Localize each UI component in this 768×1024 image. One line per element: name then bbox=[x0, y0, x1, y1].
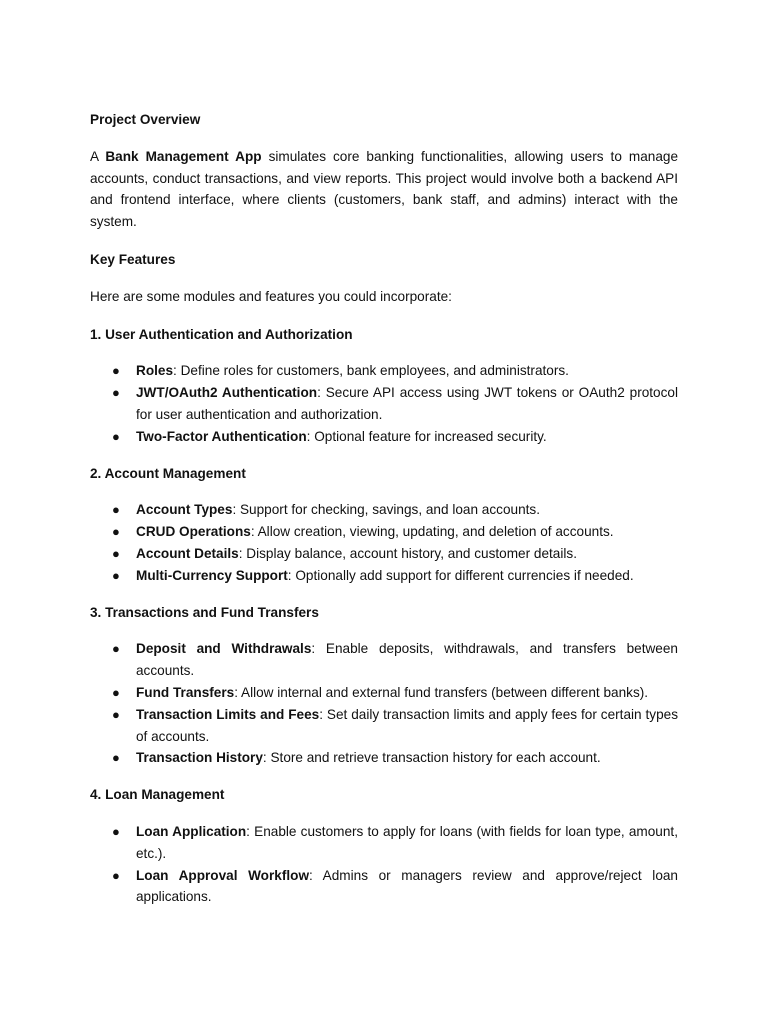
bullet-icon: ● bbox=[112, 524, 120, 540]
auth-feature-list bbox=[90, 360, 678, 447]
feature-term: Fund Transfers bbox=[136, 684, 235, 700]
key-features-heading: Key Features bbox=[90, 251, 176, 267]
intro-prefix: A bbox=[90, 148, 106, 164]
key-features-lead: Here are some modules and features you could incorporate: bbox=[90, 288, 452, 304]
feature-desc: : Enable customers to apply for loans (with fields for loan type, amount, etc.). bbox=[136, 823, 678, 861]
feature-term: Roles bbox=[136, 363, 174, 379]
intro-paragraph bbox=[90, 146, 678, 233]
list-item bbox=[90, 426, 678, 448]
feature-term: CRUD Operations bbox=[136, 524, 251, 540]
bullet-icon: ● bbox=[112, 545, 120, 561]
feature-term: Loan Approval Workflow bbox=[136, 867, 310, 883]
bullet-icon: ● bbox=[112, 641, 120, 657]
feature-desc: : Enable deposits, withdrawals, and transfers between accounts. bbox=[136, 641, 678, 679]
feature-term: Account Details bbox=[136, 545, 239, 561]
list-item bbox=[90, 638, 678, 682]
feature-desc: : Set daily transaction limits and apply fees for certain types of accounts. bbox=[136, 706, 679, 744]
feature-desc: : Optional feature for increased security. bbox=[306, 428, 547, 444]
section-title-loans: 4. Loan Management bbox=[90, 787, 225, 803]
bullet-icon: ● bbox=[112, 684, 120, 700]
bullet-icon: ● bbox=[112, 750, 120, 766]
list-item bbox=[90, 499, 678, 521]
list-item bbox=[90, 704, 678, 748]
project-overview-heading: Project Overview bbox=[90, 112, 201, 127]
bullet-icon: ● bbox=[112, 867, 120, 883]
feature-desc: : Store and retrieve transaction history for each account. bbox=[262, 750, 601, 766]
transactions-feature-list bbox=[90, 638, 678, 769]
list-item bbox=[90, 682, 678, 704]
intro-app-name: Bank Management App bbox=[105, 148, 262, 164]
list-item bbox=[90, 865, 678, 909]
feature-term: Multi-Currency Support bbox=[136, 567, 288, 583]
intro-rest: simulates core banking functionalities, allowing users to manage accounts, conduct transactions, and view reports. This project would involve both a backend API and frontend interface, where clients (customers, bank staff, and admins) interact with the system. bbox=[90, 148, 679, 230]
feature-term: Two-Factor Authentication bbox=[136, 428, 307, 444]
feature-desc: : Display balance, account history, and customer details. bbox=[238, 545, 577, 561]
bullet-icon: ● bbox=[112, 706, 120, 722]
feature-desc: : Optionally add support for different currencies if needed. bbox=[287, 567, 634, 583]
list-item bbox=[90, 565, 678, 587]
bullet-icon: ● bbox=[112, 385, 120, 401]
list-item bbox=[90, 543, 678, 565]
section-title-transactions: 3. Transactions and Fund Transfers bbox=[90, 604, 319, 620]
feature-desc: : Define roles for customers, bank employees, and administrators. bbox=[173, 363, 569, 379]
bullet-icon: ● bbox=[112, 823, 120, 839]
list-item bbox=[90, 521, 678, 543]
feature-term: Transaction History bbox=[136, 750, 263, 766]
feature-term: Loan Application bbox=[136, 823, 247, 839]
feature-term: JWT/OAuth2 Authentication bbox=[136, 385, 318, 401]
bullet-icon: ● bbox=[112, 502, 120, 518]
bullet-icon: ● bbox=[112, 363, 120, 379]
feature-term: Transaction Limits and Fees bbox=[136, 706, 320, 722]
bullet-icon: ● bbox=[112, 567, 120, 583]
feature-desc: : Admins or managers review and approve/reject loan applications. bbox=[136, 867, 678, 905]
section-title-auth: 1. User Authentication and Authorization bbox=[90, 326, 353, 342]
feature-desc: : Support for checking, savings, and loan accounts. bbox=[232, 502, 540, 518]
loans-feature-list bbox=[90, 821, 678, 908]
list-item bbox=[90, 821, 678, 865]
account-feature-list bbox=[90, 499, 678, 586]
feature-desc: : Allow creation, viewing, updating, and deletion of accounts. bbox=[250, 524, 614, 540]
section-title-account: 2. Account Management bbox=[90, 465, 246, 481]
feature-term: Account Types bbox=[136, 502, 233, 518]
list-item bbox=[90, 747, 678, 769]
feature-desc: : Secure API access using JWT tokens or OAuth2 protocol for user authentication and authorization. bbox=[136, 385, 678, 422]
list-item bbox=[90, 382, 678, 426]
feature-desc: : Allow internal and external fund transfers (between different banks). bbox=[234, 684, 649, 700]
feature-term: Deposit and Withdrawals bbox=[136, 641, 312, 657]
bullet-icon: ● bbox=[112, 428, 120, 444]
list-item bbox=[90, 360, 678, 382]
